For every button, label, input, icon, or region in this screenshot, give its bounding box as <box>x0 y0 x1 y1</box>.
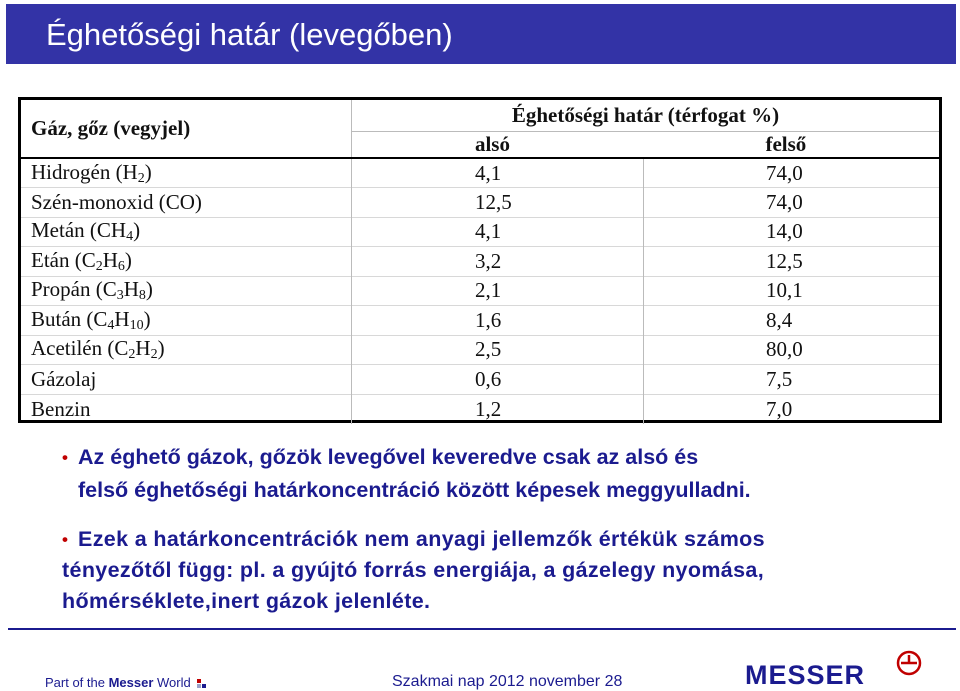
gas-name-part: Gázolaj <box>31 366 97 391</box>
gas-name-part: Bután (C <box>31 306 108 331</box>
gas-name-part: Benzin <box>31 396 91 421</box>
gas-name-part: H <box>135 336 151 361</box>
gas-name-part: ) <box>144 159 152 184</box>
bullet-dot: • <box>62 448 68 467</box>
gas-name <box>21 276 351 306</box>
gas-name-part: 4 <box>107 317 115 333</box>
gas-name <box>21 365 351 395</box>
table-row <box>21 306 939 336</box>
gas-name-part: ) <box>124 247 132 272</box>
gas-name <box>21 394 351 424</box>
gas-name-part: Acetilén (C <box>31 336 129 361</box>
bullet-2-line-3: hőmérséklete,inert gázok jelenléte. <box>62 589 431 613</box>
upper-limit: 7,5 <box>643 365 939 395</box>
gas-name-part: Hidrogén (H <box>31 159 138 184</box>
slide-title: Éghetőségi határ (levegőben) <box>46 17 453 52</box>
messer-logo <box>745 650 955 690</box>
gas-name-part: Szén-monoxid (CO) <box>31 189 202 214</box>
lower-limit: 1,6 <box>351 306 643 336</box>
messer-logo-text: MESSER <box>745 660 866 690</box>
table-row <box>21 188 939 218</box>
gas-name <box>21 158 351 188</box>
bullet-1-line-2: felső éghetőségi határkoncentráció között képesek meggyulladni. <box>78 478 751 502</box>
bullet-2-line-1: Ezek a határkoncentrációk nem anyagi jellemzők értékük számos <box>78 527 765 551</box>
gas-name-part: Etán (C <box>31 247 96 272</box>
gas-name-part: 2 <box>150 347 158 363</box>
gas-name-part: 10 <box>129 317 144 333</box>
gas-name-part: ) <box>133 218 141 243</box>
lower-limit: 2,1 <box>351 276 643 306</box>
footer-divider <box>8 628 956 630</box>
footer-brand: Messer <box>108 675 154 690</box>
lower-limit: 12,5 <box>351 188 643 218</box>
lower-limit: 4,1 <box>351 217 643 247</box>
gas-table <box>21 100 939 424</box>
header-lower: alsó <box>351 131 643 158</box>
lower-limit: 3,2 <box>351 247 643 277</box>
lower-limit: 0,6 <box>351 365 643 395</box>
table-row <box>21 158 939 188</box>
upper-limit: 74,0 <box>643 158 939 188</box>
bullet-2-line-2: tényezőtől függ: pl. a gyújtó forrás energiája, a gázelegy nyomása, <box>62 558 765 582</box>
upper-limit: 10,1 <box>643 276 939 306</box>
gas-name <box>21 217 351 247</box>
upper-limit: 14,0 <box>643 217 939 247</box>
upper-limit: 8,4 <box>643 306 939 336</box>
squares-icon <box>197 679 206 688</box>
lower-limit: 2,5 <box>351 335 643 365</box>
lower-limit: 4,1 <box>351 158 643 188</box>
gas-name-part: Metán (CH <box>31 218 127 243</box>
header-upper: felső <box>643 131 939 158</box>
bullet-dot: • <box>62 530 69 549</box>
table-row <box>21 276 939 306</box>
gas-name-part: 2 <box>128 347 136 363</box>
bullet-item <box>62 524 942 617</box>
upper-limit: 7,0 <box>643 394 939 424</box>
gas-name <box>21 188 351 218</box>
messer-emblem-icon <box>895 650 923 680</box>
table-row <box>21 365 939 395</box>
gas-name-part: 3 <box>116 288 124 304</box>
bullet-list <box>62 441 942 617</box>
gas-name <box>21 335 351 365</box>
gas-name-part: 6 <box>117 258 125 274</box>
gas-name-part: 2 <box>137 170 145 186</box>
gas-name-part: ) <box>145 277 153 302</box>
gas-name <box>21 247 351 277</box>
table-row <box>21 217 939 247</box>
gas-name-part: 8 <box>138 288 146 304</box>
gas-name-part: H <box>123 277 139 302</box>
table-row <box>21 335 939 365</box>
bullet-1-line-1: Az éghető gázok, gőzök levegővel keveredve csak az alsó és <box>78 445 699 469</box>
gas-name-part: H <box>102 247 118 272</box>
gas-name-part: 2 <box>95 258 103 274</box>
header-gas: Gáz, gőz (vegyjel) <box>31 116 191 140</box>
gas-name-part: ) <box>143 306 151 331</box>
footer-suffix: World <box>153 675 191 690</box>
gas-name-part: ) <box>157 336 165 361</box>
footer-tagline <box>45 675 206 690</box>
upper-limit: 80,0 <box>643 335 939 365</box>
flammability-table <box>18 97 942 423</box>
title-bar <box>6 4 956 64</box>
gas-name-part: 4 <box>126 229 134 245</box>
gas-name <box>21 306 351 336</box>
table-row <box>21 247 939 277</box>
upper-limit: 74,0 <box>643 188 939 218</box>
header-limit: Éghetőségi határ (térfogat %) <box>351 100 939 131</box>
gas-name-part: Propán (C <box>31 277 117 302</box>
gas-name-part: H <box>114 306 130 331</box>
table-row <box>21 394 939 424</box>
upper-limit: 12,5 <box>643 247 939 277</box>
footer-prefix: Part of the <box>45 675 109 690</box>
lower-limit: 1,2 <box>351 394 643 424</box>
footer-event: Szakmai nap 2012 november 28 <box>392 673 623 690</box>
bullet-item <box>62 441 942 507</box>
